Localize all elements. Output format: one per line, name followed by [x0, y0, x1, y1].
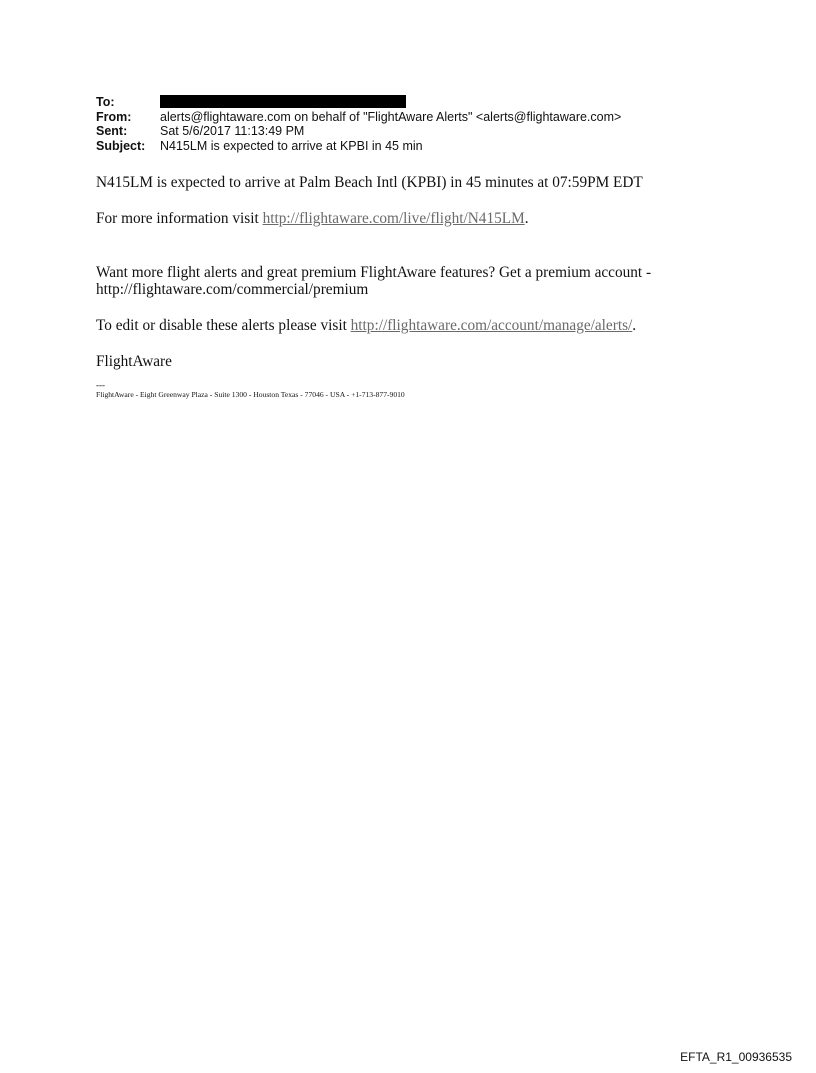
- more-info-prefix: For more information visit: [96, 210, 263, 227]
- premium-promo-line: Want more flight alerts and great premium FlightAware features? Get a premium account -: [96, 264, 652, 281]
- document-id: EFTA_R1_00936535: [680, 1050, 792, 1064]
- footer-separator: ---: [96, 380, 105, 390]
- more-info-suffix: .: [524, 210, 529, 227]
- subject-row: [96, 139, 621, 154]
- manage-alerts-suffix: .: [632, 317, 637, 334]
- subject-label: Subject:: [96, 138, 146, 153]
- signature: FlightAware: [96, 353, 172, 370]
- sent-value: Sat 5/6/2017 11:13:49 PM: [160, 124, 305, 138]
- email-header: [96, 95, 621, 153]
- from-value: alerts@flightaware.com on behalf of "FlightAware Alerts" <alerts@flightaware.com>: [160, 109, 622, 124]
- more-info-line: [96, 210, 529, 228]
- redacted-recipient: [160, 95, 406, 108]
- manage-alerts-link[interactable]: http://flightaware.com/account/manage/alerts/: [350, 317, 633, 334]
- to-row: [96, 95, 621, 110]
- premium-url-line: http://flightaware.com/commercial/premium: [96, 281, 369, 298]
- sent-row: [96, 124, 621, 139]
- manage-alerts-prefix: To edit or disable these alerts please visit: [96, 317, 351, 334]
- subject-value: N415LM is expected to arrive at KPBI in 45 min: [160, 138, 423, 153]
- from-label: From:: [96, 109, 132, 124]
- manage-alerts-line: [96, 317, 636, 335]
- flight-link[interactable]: http://flightaware.com/live/flight/N415LM: [262, 210, 525, 227]
- from-row: [96, 110, 621, 125]
- footer-address: FlightAware - Eight Greenway Plaza - Suite 1300 - Houston Texas - 77046 - USA - +1-713-877-9010: [96, 390, 405, 399]
- arrival-message: N415LM is expected to arrive at Palm Beach Intl (KPBI) in 45 minutes at 07:59PM EDT: [96, 174, 643, 191]
- to-label: To:: [96, 95, 115, 109]
- sent-label: Sent:: [96, 124, 128, 138]
